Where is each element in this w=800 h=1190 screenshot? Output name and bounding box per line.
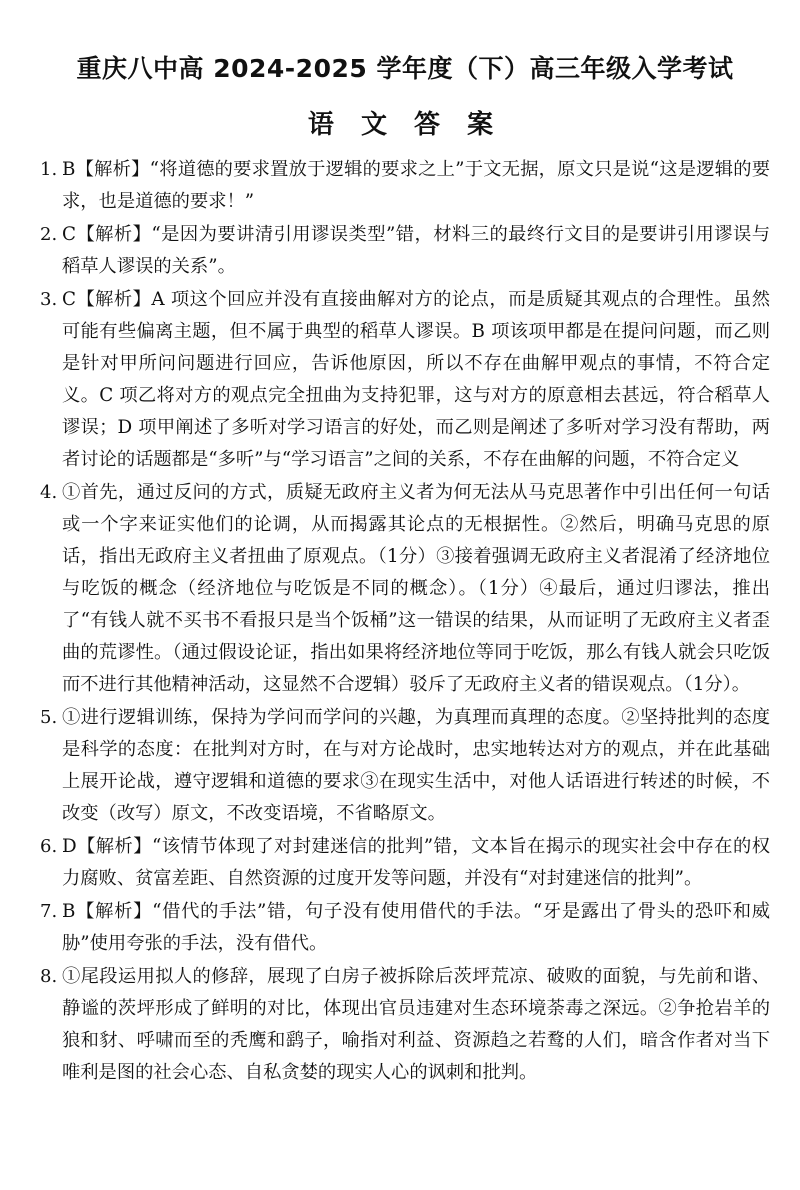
- answer-item-5: [40, 702, 770, 830]
- question-number: 4.: [40, 482, 58, 503]
- answer-item-4: [40, 477, 770, 701]
- answer-item-8: [40, 961, 770, 1089]
- answer-text: D【解析】“该情节体现了对封建迷信的批判”错，文本旨在揭示的现实社会中存在的权力腐败、贫富差距、自然资源的过度开发等问题，并没有“对封建迷信的批判”。: [62, 836, 770, 889]
- answer-text: B【解析】“将道德的要求置放于逻辑的要求之上”于文无据，原文只是说“这是逻辑的要求，也是道德的要求！”: [62, 159, 770, 212]
- answer-list: [40, 154, 770, 1089]
- answer-item-1: [40, 154, 770, 218]
- answer-item-7: [40, 896, 770, 960]
- answer-text: ①首先，通过反问的方式，质疑无政府主义者为何无法从马克思著作中引出任何一句话或一个字来证实他们的论调，从而揭露其论点的无根据性。②然后，明确马克思的原话，指出无政府主义者扭曲了原观点。（1分）③接着强调无政府主义者混淆了经济地位与吃饭的概念（经济地位与吃饭是不同的概念）。（1分）④最后，通过归谬法，推出了“有钱人就不买书不看报只是当个饭桶”这一错误的结果，从而证明了无政府主义者歪曲的荒谬性。（通过假设论证，指出如果将经济地位等同于吃饭，那么有钱人就会只吃饭而不进行其他精神活动，这显然不合逻辑）驳斥了无政府主义者的错误观点。（1分）。: [62, 482, 770, 695]
- answer-text: ①尾段运用拟人的修辞，展现了白房子被拆除后茨坪荒凉、破败的面貌，与先前和谐、静谧的茨坪形成了鲜明的对比，体现出官员违建对生态环境荼毒之深远。②争抢岩羊的狼和豺、呼啸而至的秃鹰和鹞子，喻指对利益、资源趋之若鹜的人们，暗含作者对当下唯利是图的社会心态、自私贪婪的现实人心的讽刺和批判。: [62, 966, 770, 1083]
- question-number: 3.: [40, 289, 58, 310]
- question-number: 5.: [40, 707, 58, 728]
- answer-text: B【解析】“借代的手法”错，句子没有使用借代的手法。“牙是露出了骨头的恐吓和威胁”使用夸张的手法，没有借代。: [62, 901, 770, 954]
- answer-item-6: [40, 831, 770, 895]
- exam-title: 重庆八中高 2024-2025 学年度（下）高三年级入学考试: [76, 54, 734, 83]
- question-number: 2.: [40, 224, 58, 245]
- answer-text: ①进行逻辑训练，保持为学问而学问的兴趣，为真理而真理的态度。②坚持批判的态度是科学的态度：在批判对方时，在与对方论战时，忠实地转达对方的观点，并在此基础上展开论战，遵守逻辑和道德的要求③在现实生活中，对他人话语进行转述的时候，不改变（改写）原文，不改变语境，不省略原文。: [62, 707, 770, 824]
- answer-text: C【解析】“是因为要讲清引用谬误类型”错，材料三的最终行文目的是要讲引用谬误与稻草人谬误的关系”。: [62, 224, 770, 277]
- question-number: 1.: [40, 159, 58, 180]
- answer-text: C【解析】A 项这个回应并没有直接曲解对方的论点，而是质疑其观点的合理性。虽然可能有些偏离主题，但不属于典型的稻草人谬误。B 项该项甲都是在提问问题，而乙则是针对甲所问问题进行回应，告诉他原因，所以不存在曲解甲观点的事情，不符合定义。C 项乙将对方的观点完全扭曲为支持犯罪，这与对方的原意相去甚远，符合稻草人谬误；D 项甲阐述了多听对学习语言的好处，而乙则是阐述了多听对学习没有帮助，两者讨论的话题都是“多听”与“学习语言”之间的关系，不存在曲解的问题，不符合定义: [62, 289, 770, 470]
- question-number: 6.: [40, 836, 58, 857]
- question-number: 8.: [40, 966, 58, 987]
- question-number: 7.: [40, 901, 58, 922]
- answer-item-2: [40, 219, 770, 283]
- answer-item-3: [40, 284, 770, 476]
- subject-title: 语 文 答 案: [307, 110, 503, 140]
